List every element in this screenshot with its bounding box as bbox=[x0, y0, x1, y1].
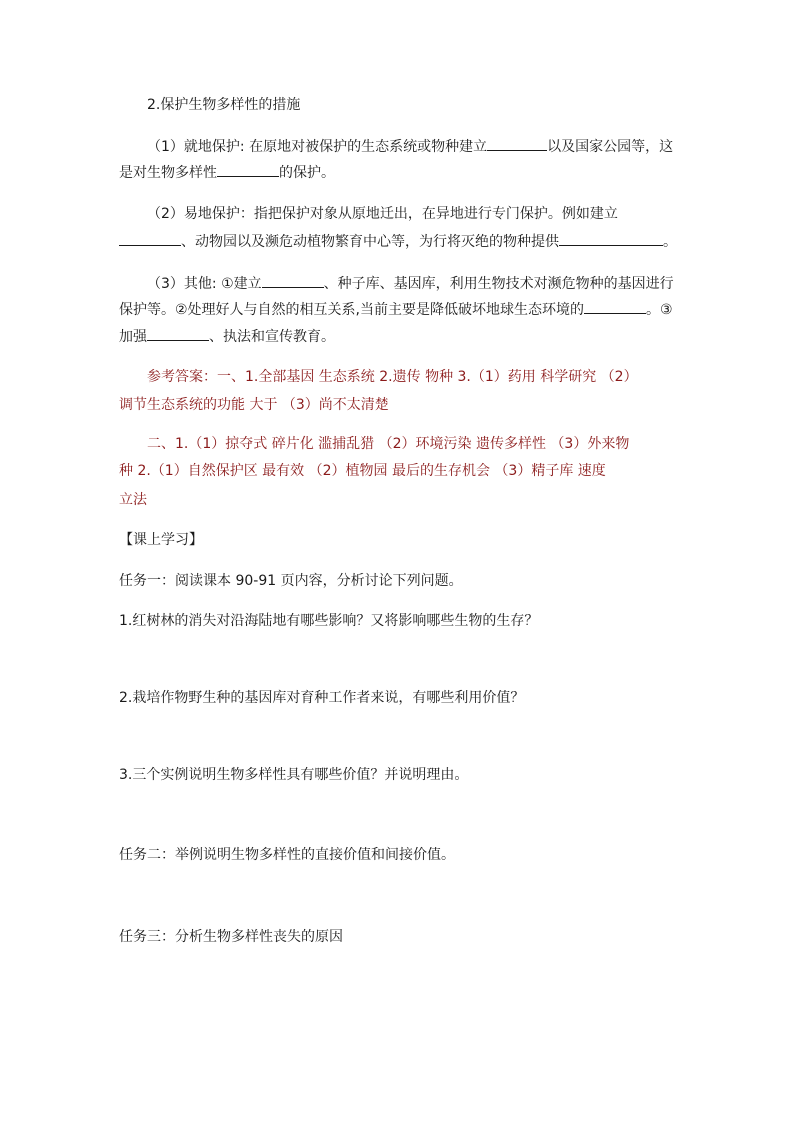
item3-line2 bbox=[119, 299, 673, 320]
task3-text: 任务三：分析生物多样性丧失的原因 bbox=[119, 929, 343, 945]
fill-blank[interactable] bbox=[217, 162, 279, 177]
item2-line1: （2）易地保护：指把保护对象从原地迁出，在异地进行专门保护。例如建立 bbox=[147, 206, 618, 222]
answer-line2: 调节生态系统的功能 大于 （3）尚不太清楚 bbox=[119, 397, 389, 413]
question-2: 2.栽培作物野生种的基因库对育种工作者来说，有哪些利用价值？ bbox=[119, 690, 525, 706]
fill-blank[interactable] bbox=[584, 299, 646, 314]
item2-line2 bbox=[119, 231, 677, 252]
item1-line1 bbox=[147, 136, 673, 157]
answer-line5: 立法 bbox=[119, 492, 147, 508]
class-learning-heading: 【课上学习】 bbox=[119, 532, 203, 548]
item1-line2 bbox=[119, 162, 335, 183]
item1-text-a: （1）就地保护: 在原地对被保护的生态系统或物种建立 bbox=[147, 139, 488, 155]
item3-text-d: 。③ bbox=[646, 302, 673, 318]
item1-text-c: 是对生物多样性 bbox=[119, 165, 217, 181]
question-3: 3.三个实例说明生物多样性具有哪些价值？并说明理由。 bbox=[119, 767, 469, 783]
section-heading: 2.保护生物多样性的措施 bbox=[147, 97, 301, 113]
fill-blank[interactable] bbox=[262, 273, 324, 288]
fill-blank[interactable] bbox=[487, 136, 547, 151]
item3-text-f: 、执法和宣传教育。 bbox=[209, 329, 335, 345]
item3-text-b: 、种子库、基因库，利用生物技术对濒危物种的基因进行 bbox=[323, 276, 674, 292]
item3-line3 bbox=[119, 326, 335, 347]
item3-line1 bbox=[147, 273, 674, 294]
fill-blank[interactable] bbox=[119, 231, 181, 246]
item3-text-e: 加强 bbox=[119, 329, 147, 345]
answer-line1: 参考答案：一、1.全部基因 生态系统 2.遗传 物种 3.（1）药用 科学研究 （2） bbox=[147, 369, 638, 385]
task2-text: 任务二：举例说明生物多样性的直接价值和间接价值。 bbox=[119, 847, 455, 863]
task1-text: 任务一：阅读课本 90-91 页内容，分析讨论下列问题。 bbox=[119, 573, 463, 589]
item3-text-a: （3）其他: ①建立 bbox=[147, 276, 262, 292]
item1-text-b: 以及国家公园等，这 bbox=[547, 139, 674, 155]
item3-text-c: 保护等。②处理好人与自然的相互关系,当前主要是降低破坏地球生态环境的 bbox=[119, 302, 584, 318]
item2-text-c: 。 bbox=[663, 234, 677, 250]
item1-text-d: 的保护。 bbox=[279, 165, 335, 181]
answer-line3: 二、1.（1）掠夺式 碎片化 滥捕乱猎 （2）环境污染 遗传多样性 （3）外来物 bbox=[147, 436, 630, 452]
fill-blank[interactable] bbox=[147, 326, 209, 341]
answer-line4: 种 2.（1）自然保护区 最有效 （2）植物园 最后的生存机会 （3）精子库 速度 bbox=[119, 463, 606, 479]
fill-blank[interactable] bbox=[559, 231, 663, 246]
item2-text-b: 、动物园以及濒危动植物繁育中心等，为行将灭绝的物种提供 bbox=[181, 234, 559, 250]
question-1: 1.红树林的消失对沿海陆地有哪些影响？又将影响哪些生物的生存？ bbox=[119, 613, 539, 629]
